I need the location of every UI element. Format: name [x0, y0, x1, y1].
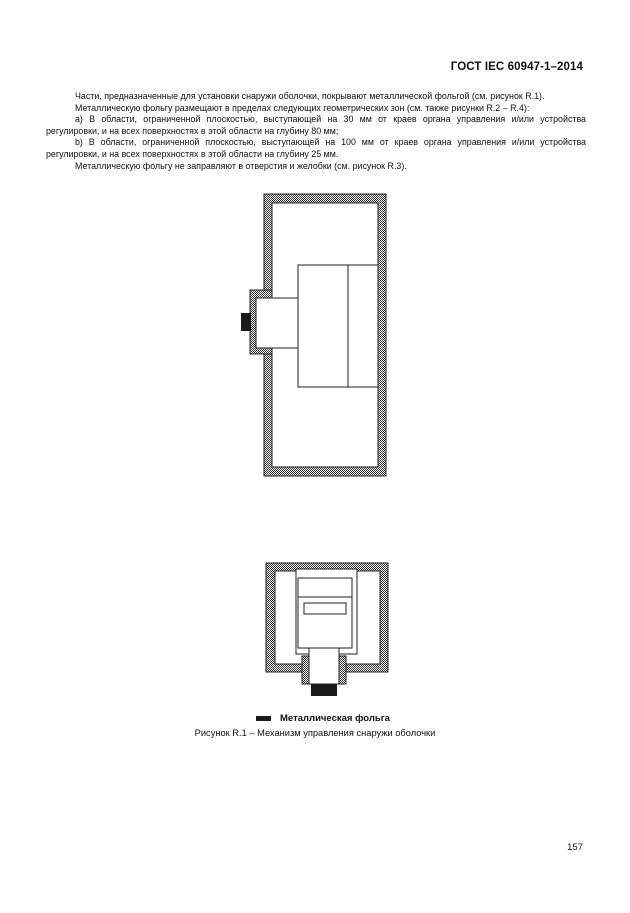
mechanism-body — [298, 265, 378, 387]
page-number: 157 — [567, 842, 583, 853]
legend-label: Металлическая фольга — [280, 713, 390, 724]
front-handle-knob-foil — [311, 684, 337, 696]
front-indicator-window — [304, 603, 346, 614]
list-item-a: а) В области, ограниченной плоскостью, выступающей на 30 мм от краев органа управления и/или устройства регулировки, и на всех поверхностях в этой области на глубину 80 мм; — [46, 114, 586, 136]
handle-shaft — [256, 298, 298, 348]
front-handle-shaft — [309, 648, 339, 684]
figure-legend — [256, 713, 390, 724]
paragraph-foil-coverage: Части, предназначенные для установки снаружи оболочки, покрывают металлической фольгой (см. рисунок R.1). — [75, 91, 545, 101]
metal-foil-swatch-icon — [256, 716, 271, 721]
paragraph-no-tucking: Металлическую фольгу не заправляют в отверстия и желобки (см. рисунок R.3). — [75, 160, 407, 171]
paragraph-foil-zones: Металлическую фольгу размещают в пределах следующих геометрических зон (см. также рисунки R.2 – R.4): — [75, 102, 530, 113]
side-view — [241, 194, 386, 476]
standard-designation: ГОСТ IEC 60947-1–2014 — [450, 61, 583, 73]
handle-knob-foil — [241, 313, 251, 331]
front-view — [266, 563, 388, 696]
figure-caption: Рисунок R.1 – Механизм управления снаружи оболочки — [194, 728, 436, 738]
list-item-b: b) В области, ограниченной плоскостью, выступающей на 100 мм от краев органа управления и/или устройства регулировки, и на всех поверхностях в этой области на глубину 25 мм. — [46, 137, 586, 159]
